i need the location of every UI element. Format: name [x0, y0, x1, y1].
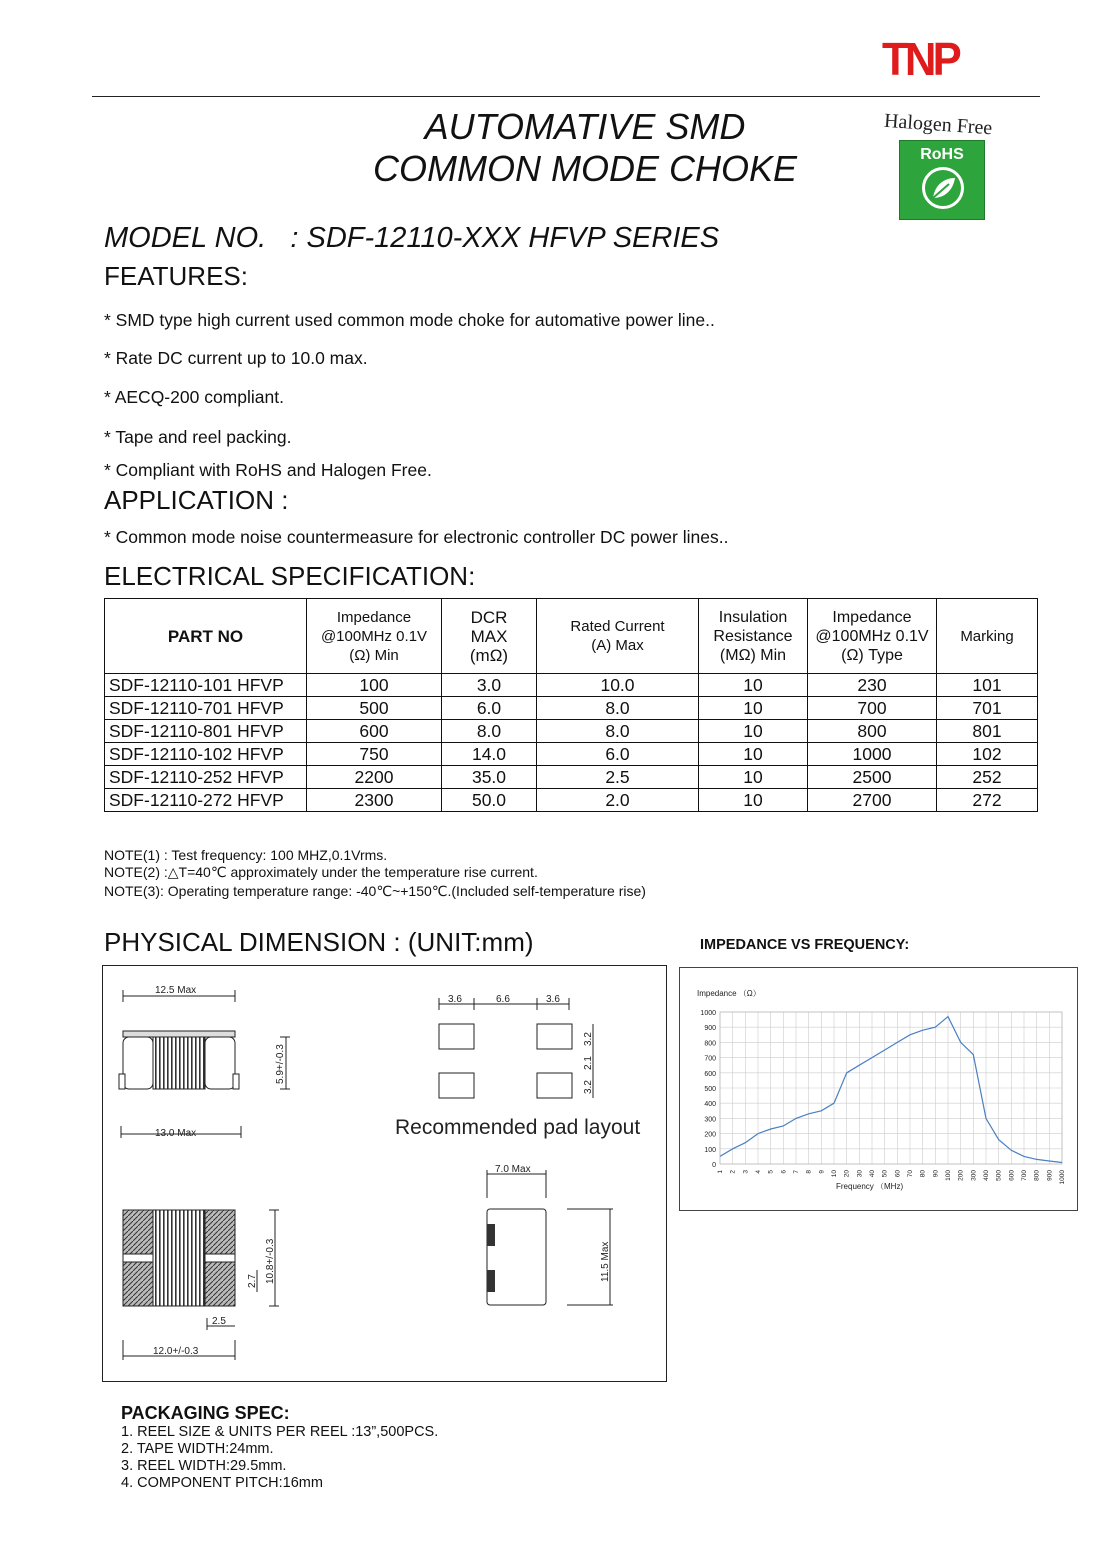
table-cell: 2.0 — [537, 789, 699, 812]
application-text: * Common mode noise countermeasure for electronic controller DC power lines.. — [104, 527, 729, 547]
packaging-item: 1. REEL SIZE & UNITS PER REEL :13”,500PCS. — [121, 1424, 439, 1440]
col-part-no: PART NO — [105, 599, 307, 674]
table-cell: 801 — [937, 720, 1038, 743]
table-cell: 2.5 — [537, 766, 699, 789]
table-cell: 2300 — [307, 789, 442, 812]
impedance-chart — [680, 968, 1077, 1210]
x-tick-label: 600 — [1008, 1170, 1016, 1181]
table-cell: 500 — [307, 697, 442, 720]
chart-xlabel: Frequency （MHz) — [836, 1182, 904, 1191]
dim-height: 5.9+/-0.3 — [275, 1044, 286, 1084]
table-row — [105, 766, 1038, 789]
y-tick-label: 500 — [704, 1086, 716, 1093]
table-cell: 3.0 — [442, 674, 537, 697]
table-cell: 100 — [307, 674, 442, 697]
document-title-line1: AUTOMATIVE SMD — [424, 106, 746, 147]
x-tick-label: 10 — [831, 1170, 838, 1178]
packaging-item: 2. TAPE WIDTH:24mm. — [121, 1441, 274, 1457]
packaging-item: 3. REEL WIDTH:29.5mm. — [121, 1458, 287, 1474]
col-impedance-min — [307, 599, 442, 674]
rohs-label: RoHS — [920, 146, 964, 163]
feature-item: * Tape and reel packing. — [104, 427, 292, 447]
table-cell: 14.0 — [442, 743, 537, 766]
x-tick-label: 400 — [983, 1170, 990, 1181]
pad-layout-caption: Recommended pad layout — [395, 1116, 641, 1139]
x-tick-label: 40 — [869, 1170, 876, 1178]
y-tick-label: 1000 — [700, 1010, 716, 1017]
header-text: Impedance — [336, 608, 412, 626]
y-tick-label: 400 — [704, 1101, 716, 1109]
features-heading: FEATURES: — [104, 261, 248, 291]
x-tick-label: 1000 — [1059, 1170, 1066, 1185]
col-impedance-typ — [808, 599, 937, 674]
table-cell: 8.0 — [537, 697, 699, 720]
table-cell: 230 — [808, 674, 937, 697]
chart-ylabel: Impedance （Ω） — [697, 989, 761, 998]
table-row — [105, 697, 1038, 720]
dim-side-width: 7.0 Max — [495, 1164, 531, 1175]
table-cell: 700 — [808, 697, 937, 720]
y-tick-label: 900 — [704, 1025, 716, 1033]
header-text: (Ω) Type — [841, 646, 903, 664]
y-tick-label: 700 — [704, 1055, 716, 1063]
y-tick-label: 0 — [712, 1162, 716, 1169]
series-line — [720, 1017, 1062, 1163]
table-cell: 102 — [937, 743, 1038, 766]
header-text: (mΩ) — [469, 645, 509, 665]
y-tick-label: 100 — [704, 1146, 716, 1154]
col-dcr — [442, 599, 537, 674]
x-tick-label: 4 — [755, 1170, 762, 1174]
rohs-badge — [899, 140, 985, 220]
packaging-heading: PACKAGING SPEC: — [121, 1403, 290, 1423]
col-marking: Marking — [937, 599, 1038, 674]
x-tick-label: 1 — [717, 1170, 724, 1174]
table-cell: 1000 — [808, 743, 937, 766]
table-row — [105, 789, 1038, 812]
leaf-icon — [922, 167, 964, 209]
table-cell: 10 — [699, 789, 808, 812]
electrical-spec-table — [104, 598, 1038, 812]
physical-heading: PHYSICAL DIMENSION : (UNIT:mm) — [104, 927, 534, 957]
dim-pad-h1: 3.2 — [583, 1032, 594, 1046]
dimension-drawing — [103, 966, 666, 1381]
header-text: DCR — [470, 607, 508, 627]
table-cell: 6.0 — [537, 743, 699, 766]
table-cell: 50.0 — [442, 789, 537, 812]
x-tick-label: 30 — [856, 1170, 864, 1178]
impedance-chart-box — [679, 967, 1078, 1211]
header-text: Impedance — [832, 608, 912, 626]
table-cell: SDF-12110-101 HFVP — [105, 674, 307, 697]
feature-item: * AECQ-200 compliant. — [104, 387, 284, 407]
table-cell: SDF-12110-701 HFVP — [105, 697, 307, 720]
table-cell: 701 — [937, 697, 1038, 720]
header-text: Resistance — [713, 627, 793, 645]
dim-bottom-width: 13.0 Max — [155, 1128, 197, 1139]
y-tick-label: 300 — [704, 1116, 716, 1124]
company-logo: TNP — [882, 33, 958, 85]
table-cell: SDF-12110-102 HFVP — [105, 743, 307, 766]
feature-item: * Compliant with RoHS and Halogen Free. — [104, 460, 432, 480]
table-cell: 10 — [699, 766, 808, 789]
table-cell: SDF-12110-801 HFVP — [105, 720, 307, 743]
dim-front-width: 12.0+/-0.3 — [153, 1346, 199, 1357]
x-tick-label: 9 — [818, 1170, 826, 1174]
table-cell: 2200 — [307, 766, 442, 789]
table-cell: 8.0 — [442, 720, 537, 743]
table-cell: 10.0 — [537, 674, 699, 697]
header-text: (A) Max — [591, 637, 644, 654]
header-text: Insulation — [718, 608, 788, 626]
table-row — [105, 674, 1038, 697]
table-row — [105, 743, 1038, 766]
x-tick-label: 50 — [881, 1170, 889, 1178]
col-insulation — [699, 599, 808, 674]
x-tick-label: 8 — [805, 1170, 813, 1174]
dim-pad-h3: 3.2 — [583, 1080, 594, 1094]
table-cell: 10 — [699, 674, 808, 697]
header-text: (MΩ) Min — [719, 646, 787, 664]
dim-pad2: 3.6 — [546, 994, 560, 1005]
x-tick-label: 7 — [793, 1170, 800, 1174]
header-text: Rated Current — [570, 618, 665, 635]
note-2: NOTE(2) :△T=40℃ approximately under the temperature rise current. — [104, 864, 538, 880]
x-tick-label: 70 — [907, 1170, 914, 1178]
x-tick-label: 300 — [970, 1170, 978, 1181]
header-text: (Ω) Min — [349, 646, 399, 664]
x-tick-label: 100 — [945, 1170, 952, 1181]
x-tick-label: 800 — [1033, 1170, 1041, 1181]
x-tick-label: 900 — [1046, 1170, 1054, 1181]
col-rated-current — [537, 599, 699, 674]
dimension-drawing-box — [102, 965, 667, 1382]
document-title-line2: COMMON MODE CHOKE — [372, 148, 797, 189]
table-cell: 272 — [937, 789, 1038, 812]
model-number — [104, 222, 719, 255]
header-divider — [92, 96, 1040, 97]
dim-front-term: 2.5 — [212, 1316, 226, 1327]
x-tick-label: 500 — [995, 1170, 1003, 1181]
table-cell: 800 — [808, 720, 937, 743]
dim-side-height: 11.5 Max — [600, 1241, 611, 1282]
dim-pad-gap: 6.6 — [496, 994, 510, 1005]
x-tick-label: 90 — [932, 1170, 940, 1178]
header-text: @100MHz 0.1V — [815, 627, 929, 645]
header-text: @100MHz 0.1V — [320, 627, 428, 645]
table-cell: 10 — [699, 743, 808, 766]
application-heading: APPLICATION : — [104, 485, 289, 515]
table-cell: 2700 — [808, 789, 937, 812]
packaging-item: 4. COMPONENT PITCH:16mm — [121, 1475, 323, 1491]
table-cell: SDF-12110-272 HFVP — [105, 789, 307, 812]
y-tick-label: 800 — [704, 1040, 716, 1048]
dim-front-inner: 2.7 — [247, 1274, 258, 1288]
y-tick-label: 200 — [704, 1131, 716, 1139]
table-header-row — [105, 599, 1038, 674]
feature-item: * Rate DC current up to 10.0 max. — [104, 348, 368, 368]
note-3: NOTE(3): Operating temperature range: -40℃~+150℃.(Included self-temperature rise) — [104, 883, 646, 899]
note-1: NOTE(1) : Test frequency: 100 MHZ,0.1Vrms. — [104, 847, 388, 863]
table-cell: 10 — [699, 697, 808, 720]
x-tick-label: 60 — [894, 1170, 902, 1178]
x-tick-label: 80 — [919, 1170, 927, 1178]
y-tick-label: 600 — [704, 1070, 716, 1078]
model-label: MODEL NO. — [104, 222, 267, 254]
x-tick-label: 6 — [780, 1170, 788, 1174]
x-tick-label: 2 — [729, 1170, 737, 1174]
feature-item: * SMD type high current used common mode choke for automative power line.. — [104, 310, 715, 330]
table-cell: 2500 — [808, 766, 937, 789]
table-cell: 252 — [937, 766, 1038, 789]
table-row — [105, 720, 1038, 743]
halogen-free-label: Halogen Free — [883, 109, 993, 140]
chart-title: IMPEDANCE VS FREQUENCY: — [700, 937, 910, 953]
x-tick-label: 200 — [957, 1170, 965, 1181]
table-cell: SDF-12110-252 HFVP — [105, 766, 307, 789]
model-value: : SDF-12110-XXX HFVP SERIES — [290, 222, 720, 254]
table-cell: 600 — [307, 720, 442, 743]
dim-top-width: 12.5 Max — [155, 985, 197, 996]
table-cell: 8.0 — [537, 720, 699, 743]
table-cell: 101 — [937, 674, 1038, 697]
table-cell: 6.0 — [442, 697, 537, 720]
x-tick-label: 5 — [767, 1170, 775, 1174]
dim-pad-h2: 2.1 — [583, 1056, 594, 1070]
dim-pad1: 3.6 — [448, 994, 462, 1005]
table-cell: 35.0 — [442, 766, 537, 789]
dim-front-height: 10.8+/-0.3 — [265, 1238, 276, 1284]
x-tick-label: 700 — [1021, 1170, 1028, 1181]
x-tick-label: 20 — [843, 1170, 851, 1178]
header-text: MAX — [470, 626, 508, 646]
table-cell: 750 — [307, 743, 442, 766]
x-tick-label: 3 — [742, 1170, 750, 1174]
electrical-heading: ELECTRICAL SPECIFICATION: — [104, 561, 476, 591]
table-cell: 10 — [699, 720, 808, 743]
